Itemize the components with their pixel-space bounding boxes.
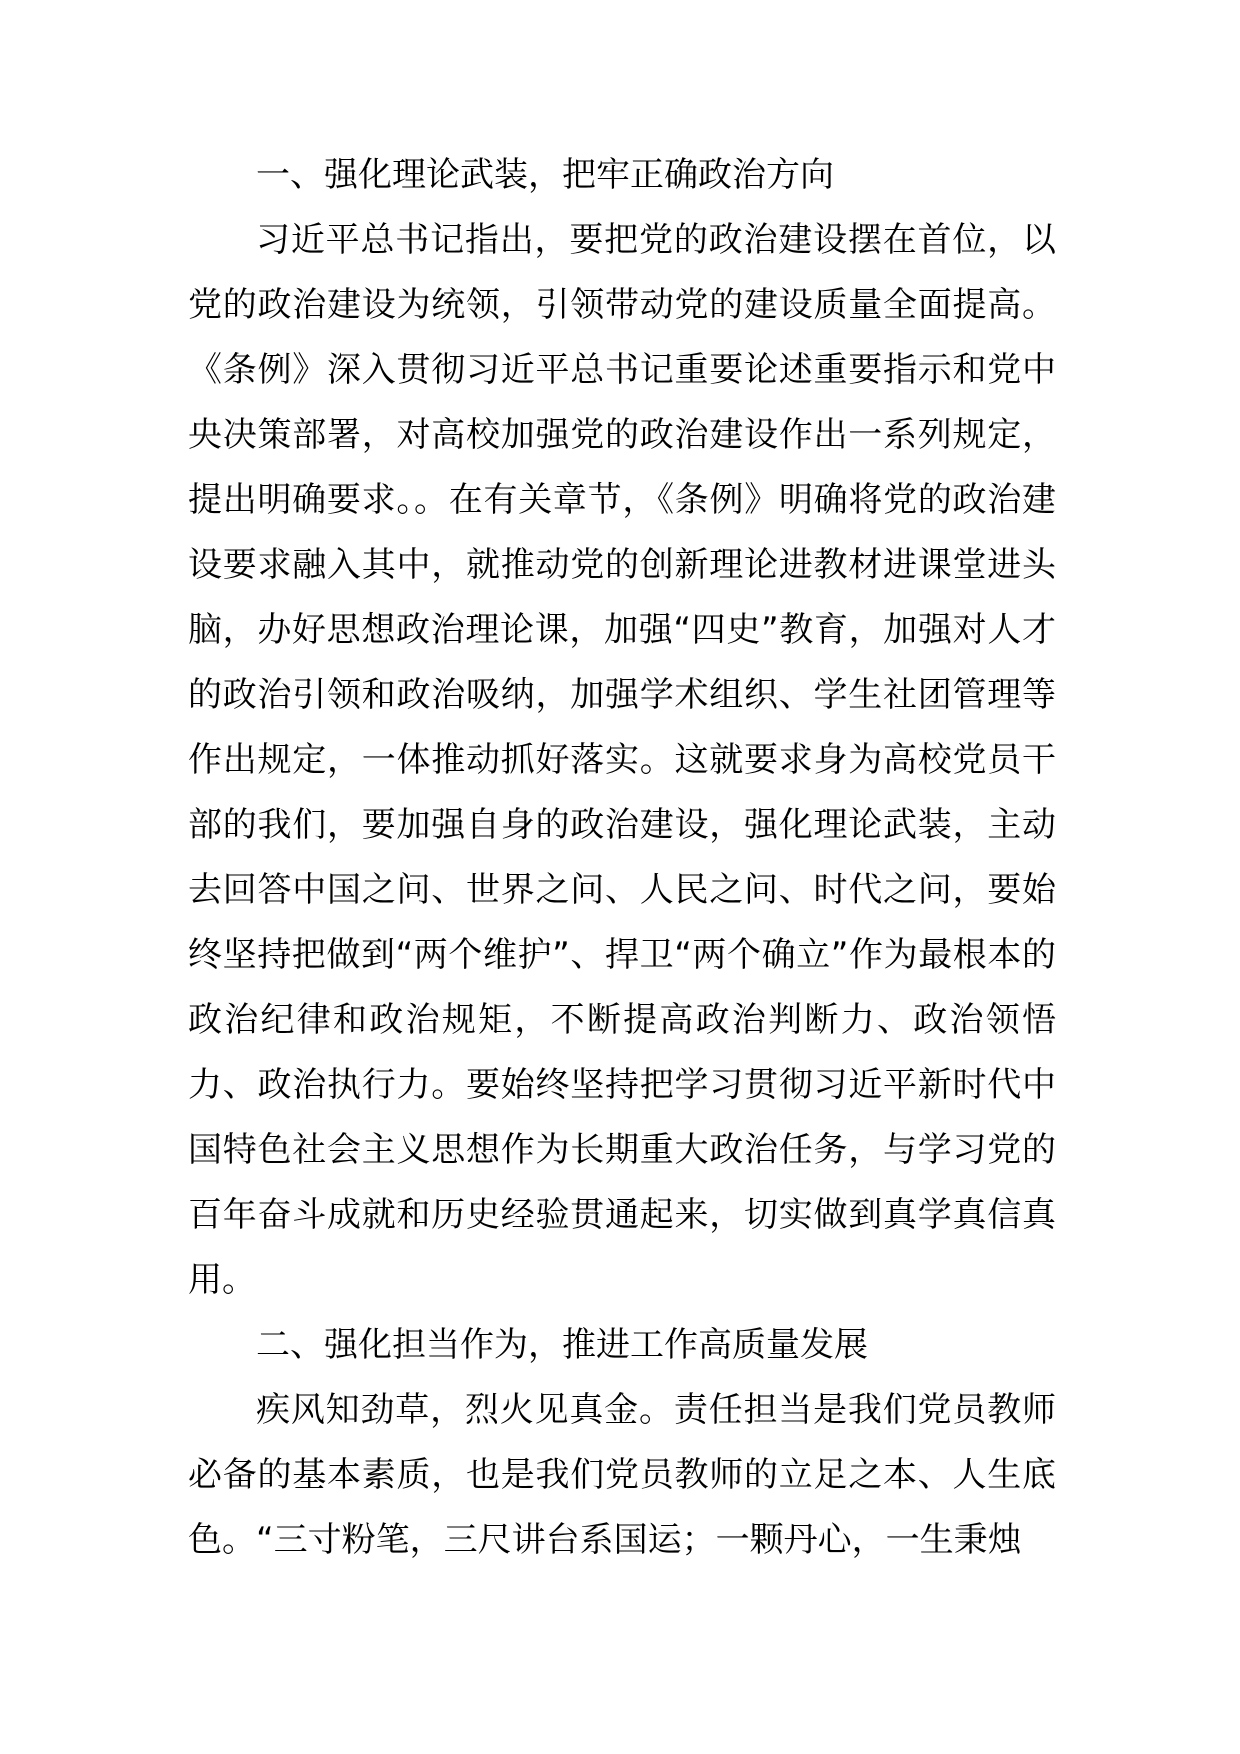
document-body: [188, 143, 1056, 1573]
section-2-heading: 二、强化担当作为，推进工作高质量发展: [256, 1325, 868, 1365]
section-1-heading: 一、强化理论武装，把牢正确政治方向: [256, 155, 834, 195]
section-1-paragraph: 习近平总书记指出，要把党的政治建设摆在首位，以党的政治建设为统领，引领带动党的建设质量全面提高。《条例》深入贯彻习近平总书记重要论述重要指示和党中央决策部署，对高校加强党的政治建设作出一系列规定，提出明确要求。。在有关章节，《条例》明确将党的政治建设要求融入其中，就推动党的创新理论进教材进课堂进头脑，办好思想政治理论课，加强“四史”教育，加强对人才的政治引领和政治吸纳，加强学术组织、学生社团管理等作出规定，一体推动抓好落实。这就要求身为高校党员干部的我们，要加强自身的政治建设，强化理论武装，主动去回答中国之问、世界之问、人民之问、时代之问，要始终坚持把做到“两个维护”、捍卫“两个确立”作为最根本的政治纪律和政治规矩，不断提高政治判断力、政治领悟力、政治执行力。要始终坚持把学习贯彻习近平新时代中国特色社会主义思想作为长期重大政治任务，与学习党的百年奋斗成就和历史经验贯通起来，切实做到真学真信真用。: [188, 220, 1056, 1300]
section-2-paragraph: 疾风知劲草，烈火见真金。责任担当是我们党员教师必备的基本素质，也是我们党员教师的立足之本、人生底色。“三寸粉笔，三尺讲台系国运；一颗丹心，一生秉烛: [188, 1390, 1056, 1560]
